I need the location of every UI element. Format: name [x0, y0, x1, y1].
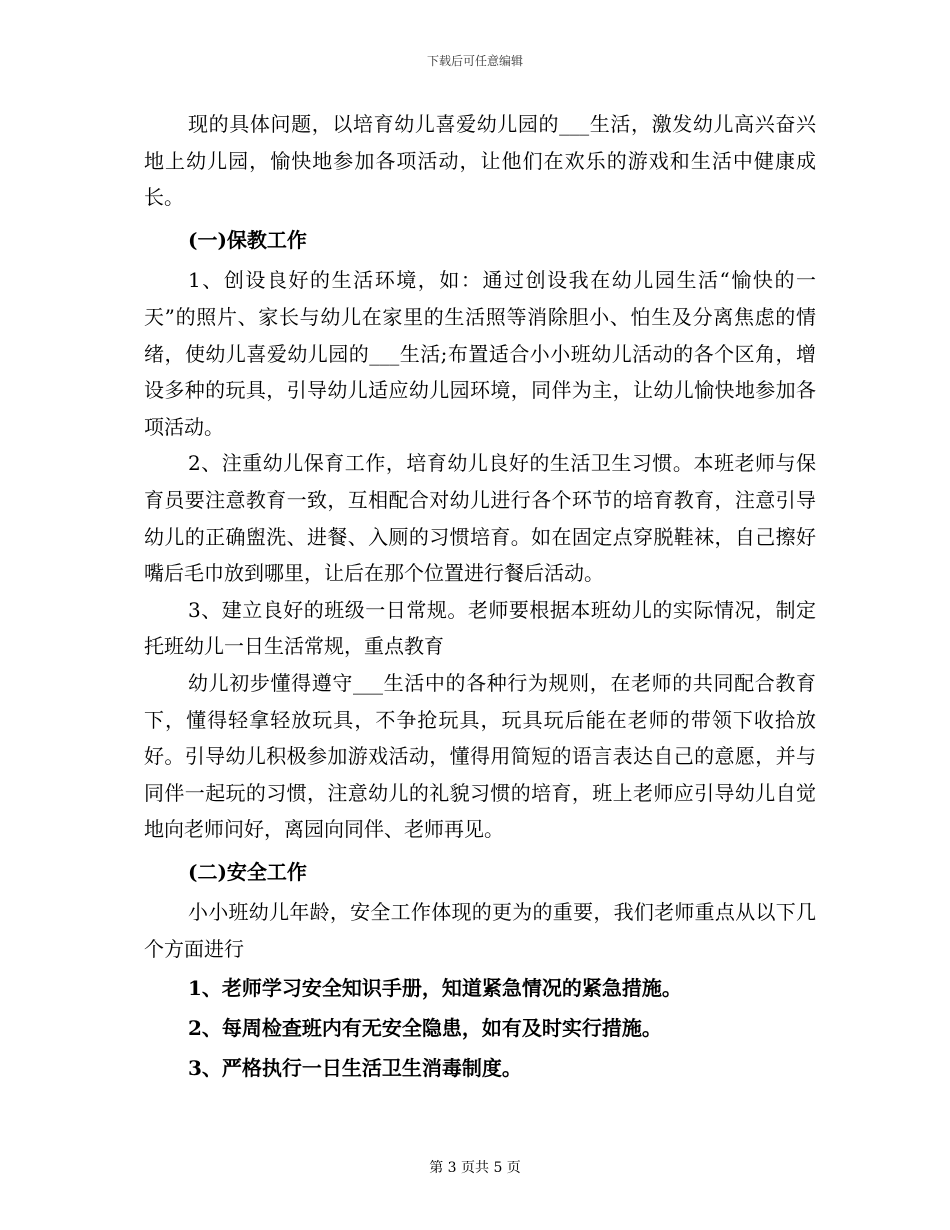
paragraph-safety-intro: 小小班幼儿年龄，安全工作体现的更为的重要，我们老师重点从以下几个方面进行: [144, 900, 816, 962]
document-body: [144, 106, 816, 1088]
paragraph-item-3: 3、建立良好的班级一日常规。老师要根据本班幼儿的实际情况，制定托班幼儿一日生活常规，重点教育: [144, 597, 816, 659]
section-heading-anquan: (二)安全工作: [188, 859, 307, 884]
safety-item-3: 3、严格执行一日生活卫生消毒制度。: [188, 1055, 522, 1080]
safety-item-2: 2、每周检查班内有无安全隐患，如有及时实行措施。: [188, 1015, 662, 1040]
page-number-footer: 第 3 页共 5 页: [429, 1160, 521, 1176]
safety-item-1: 1、老师学习安全知识手册，知道紧急情况的紧急措施。: [188, 975, 682, 1000]
paragraph-rules: 幼儿初步懂得遵守___生活中的各种行为规则，在老师的共同配合教育下，懂得轻拿轻放玩具，不争抢玩具，玩具玩后能在老师的带领下收拾放好。引导幼儿积极参加游戏活动，懂得用简短的语言表达自己的意愿，并与同伴一起玩的习惯，注意幼儿的礼貌习惯的培育，班上老师应引导幼儿自觉地向老师问好，离园向同伴、老师再见。: [144, 670, 816, 842]
page-header-note: 下载后可任意编辑: [426, 54, 523, 68]
intro-paragraph: 现的具体问题，以培育幼儿喜爱幼儿园的___生活，激发幼儿高兴奋兴地上幼儿园，愉快地参加各项活动，让他们在欢乐的游戏和生活中健康成长。: [144, 112, 816, 210]
section-heading-baojiao: (一)保教工作: [188, 227, 307, 252]
paragraph-item-2: 2、注重幼儿保育工作，培育幼儿良好的生活卫生习惯。本班老师与保育员要注意教育一致，互相配合对幼儿进行各个环节的培育教育，注意引导幼儿的正确盥洗、进餐、入厕的习惯培育。如在固定点穿脱鞋袜，自己擦好嘴后毛巾放到哪里，让后在那个位置进行餐后活动。: [144, 451, 816, 586]
paragraph-item-1: 1、创设良好的生活环境，如：通过创设我在幼儿园生活“愉快的一天”的照片、家长与幼儿在家里的生活照等消除胆小、怕生及分离焦虑的情绪，使幼儿喜爱幼儿园的___生活;布置适合小小班幼儿活动的各个区角，增设多种的玩具，引导幼儿适应幼儿园环境，同伴为主，让幼儿愉快地参加各项活动。: [144, 268, 816, 439]
